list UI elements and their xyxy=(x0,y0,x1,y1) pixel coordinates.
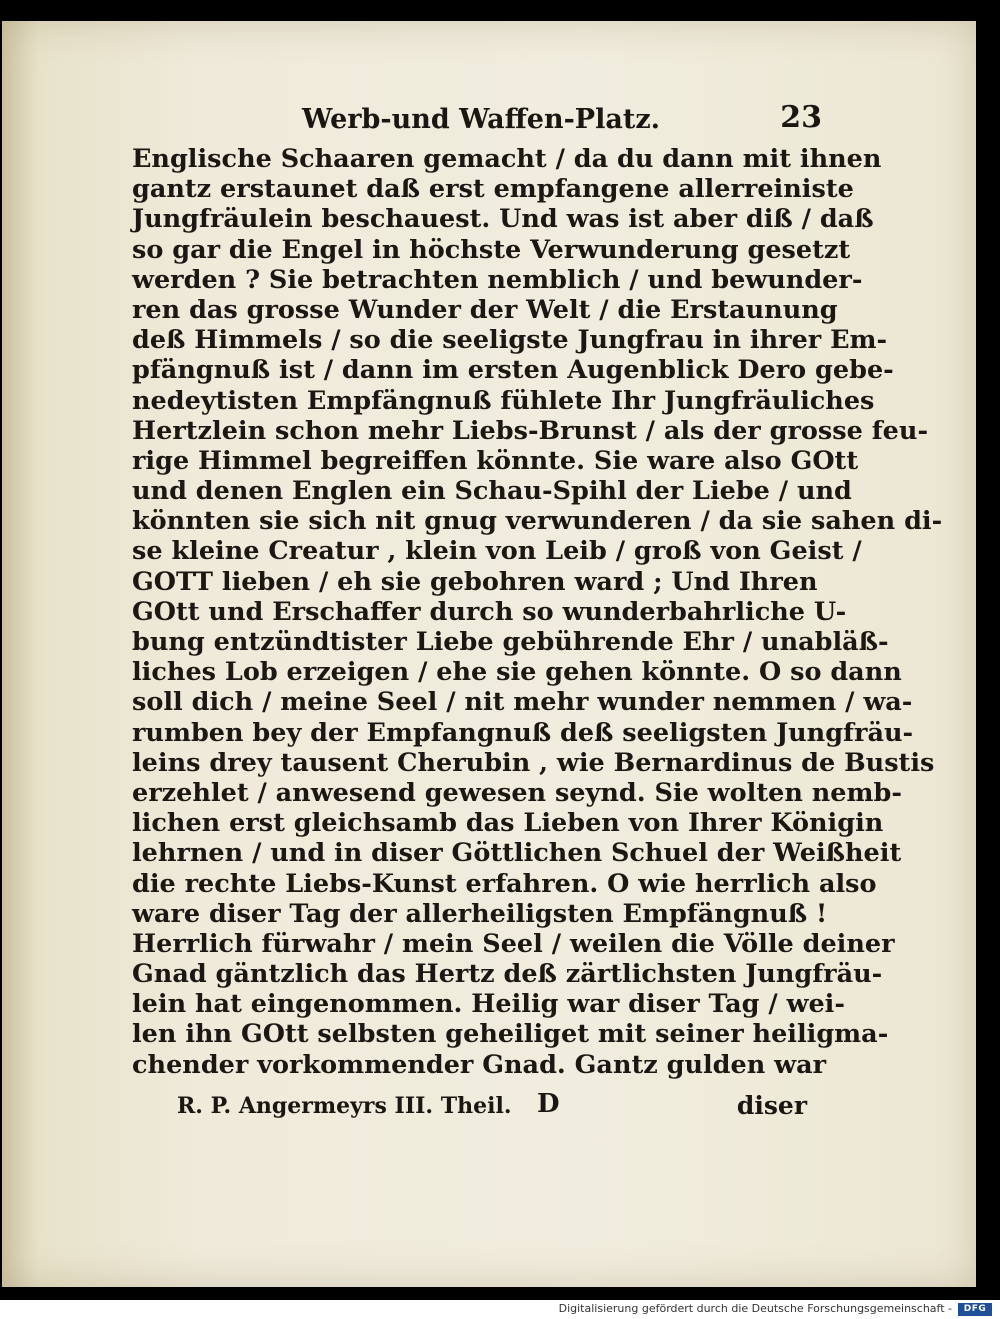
text-line: so gar die Engel in höchste Verwunderung gesetzt xyxy=(132,234,851,265)
text-line: Herrlich fürwahr / mein Seel / weilen die Völle deiner xyxy=(132,928,895,959)
text-line: lehrnen / und in diser Göttlichen Schuel der Weißheit xyxy=(132,838,902,869)
text-line: Jungfräulein beschauest. Und was ist aber diß / daß xyxy=(132,204,874,235)
dfg-logo: DFG xyxy=(958,1303,992,1316)
page-gutter-shadow xyxy=(2,21,38,1287)
text-line: rumben bey der Empfangnuß deß seeligsten Jungfräu- xyxy=(132,717,914,748)
signature-line: R. P. Angermeyrs III. Theil. xyxy=(177,1093,512,1119)
text-line: Hertzlein schon mehr Liebs-Brunst / als der grosse feu- xyxy=(132,415,929,446)
credit-bar xyxy=(0,1300,1000,1319)
text-line: Englische Schaaren gemacht / da du dann mit ihnen xyxy=(132,144,882,174)
text-line: gantz erstaunet daß erst empfangene allerreiniste xyxy=(132,174,854,205)
text-line: ware diser Tag der allerheiligsten Empfängnuß ! xyxy=(132,898,828,929)
text-line: die rechte Liebs-Kunst erfahren. O wie herrlich also xyxy=(132,868,877,899)
text-line: se kleine Creatur , klein von Leib / groß von Geist / xyxy=(132,536,862,567)
text-line: Gnad gäntzlich das Hertz deß zärtlichsten Jungfräu- xyxy=(132,959,883,990)
text-line: liches Lob erzeigen / ehe sie gehen könnte. O so dann xyxy=(132,657,902,688)
page-number: 23 xyxy=(780,100,822,135)
text-line: werden ? Sie betrachten nemblich / und bewunder- xyxy=(132,264,863,295)
text-line: GOTT lieben / eh sie gebohren ward ; Und Ihren xyxy=(132,566,818,597)
text-line: lichen erst gleichsamb das Lieben von Ihrer Königin xyxy=(132,808,884,839)
text-line: chender vorkommender Gnad. Gantz gulden war xyxy=(132,1049,827,1080)
text-line: erzehlet / anwesend gewesen seynd. Sie wolten nemb- xyxy=(132,777,902,808)
signature-mark: D xyxy=(537,1089,560,1119)
body-text xyxy=(132,144,943,1080)
text-line: deß Himmels / so die seeligste Jungfrau in ihrer Em- xyxy=(132,325,888,356)
text-line: len ihn GOtt selbsten geheiliget mit seiner heiligma- xyxy=(132,1019,889,1050)
text-line: leins drey tausent Cherubin , wie Bernardinus de Bustis xyxy=(132,747,935,778)
text-line: pfängnuß ist / dann im ersten Augenblick Dero gebe- xyxy=(132,355,894,386)
text-line: rige Himmel begreiffen könnte. Sie ware also GOtt xyxy=(132,445,859,476)
text-line: bung entzündtister Liebe gebührende Ehr / unabläß- xyxy=(132,627,889,657)
catchword: diser xyxy=(736,1091,807,1120)
page-footer xyxy=(177,1089,807,1123)
text-line: ren das grosse Wunder der Welt / die Erstaunung xyxy=(132,294,838,325)
text-line: GOtt und Erschaffer durch so wunderbahrliche U- xyxy=(132,596,847,627)
text-line: und denen Englen ein Schau-Spihl der Liebe / und xyxy=(132,476,852,507)
page-header xyxy=(302,100,822,140)
text-line: könnten sie sich nit gnug verwunderen / da sie sahen di- xyxy=(132,506,943,537)
text-line: nedeytisten Empfängnuß fühlete Ihr Jungfräuliches xyxy=(132,385,875,416)
book-page xyxy=(2,21,976,1287)
text-line: soll dich / meine Seel / nit mehr wunder nemmen / wa- xyxy=(132,687,913,718)
running-title: Werb-und Waffen-Platz. xyxy=(302,104,661,135)
text-line: lein hat eingenommen. Heilig war diser Tag / wei- xyxy=(132,989,845,1020)
credit-text: Digitalisierung gefördert durch die Deutsche Forschungsgemeinschaft - xyxy=(558,1302,952,1315)
